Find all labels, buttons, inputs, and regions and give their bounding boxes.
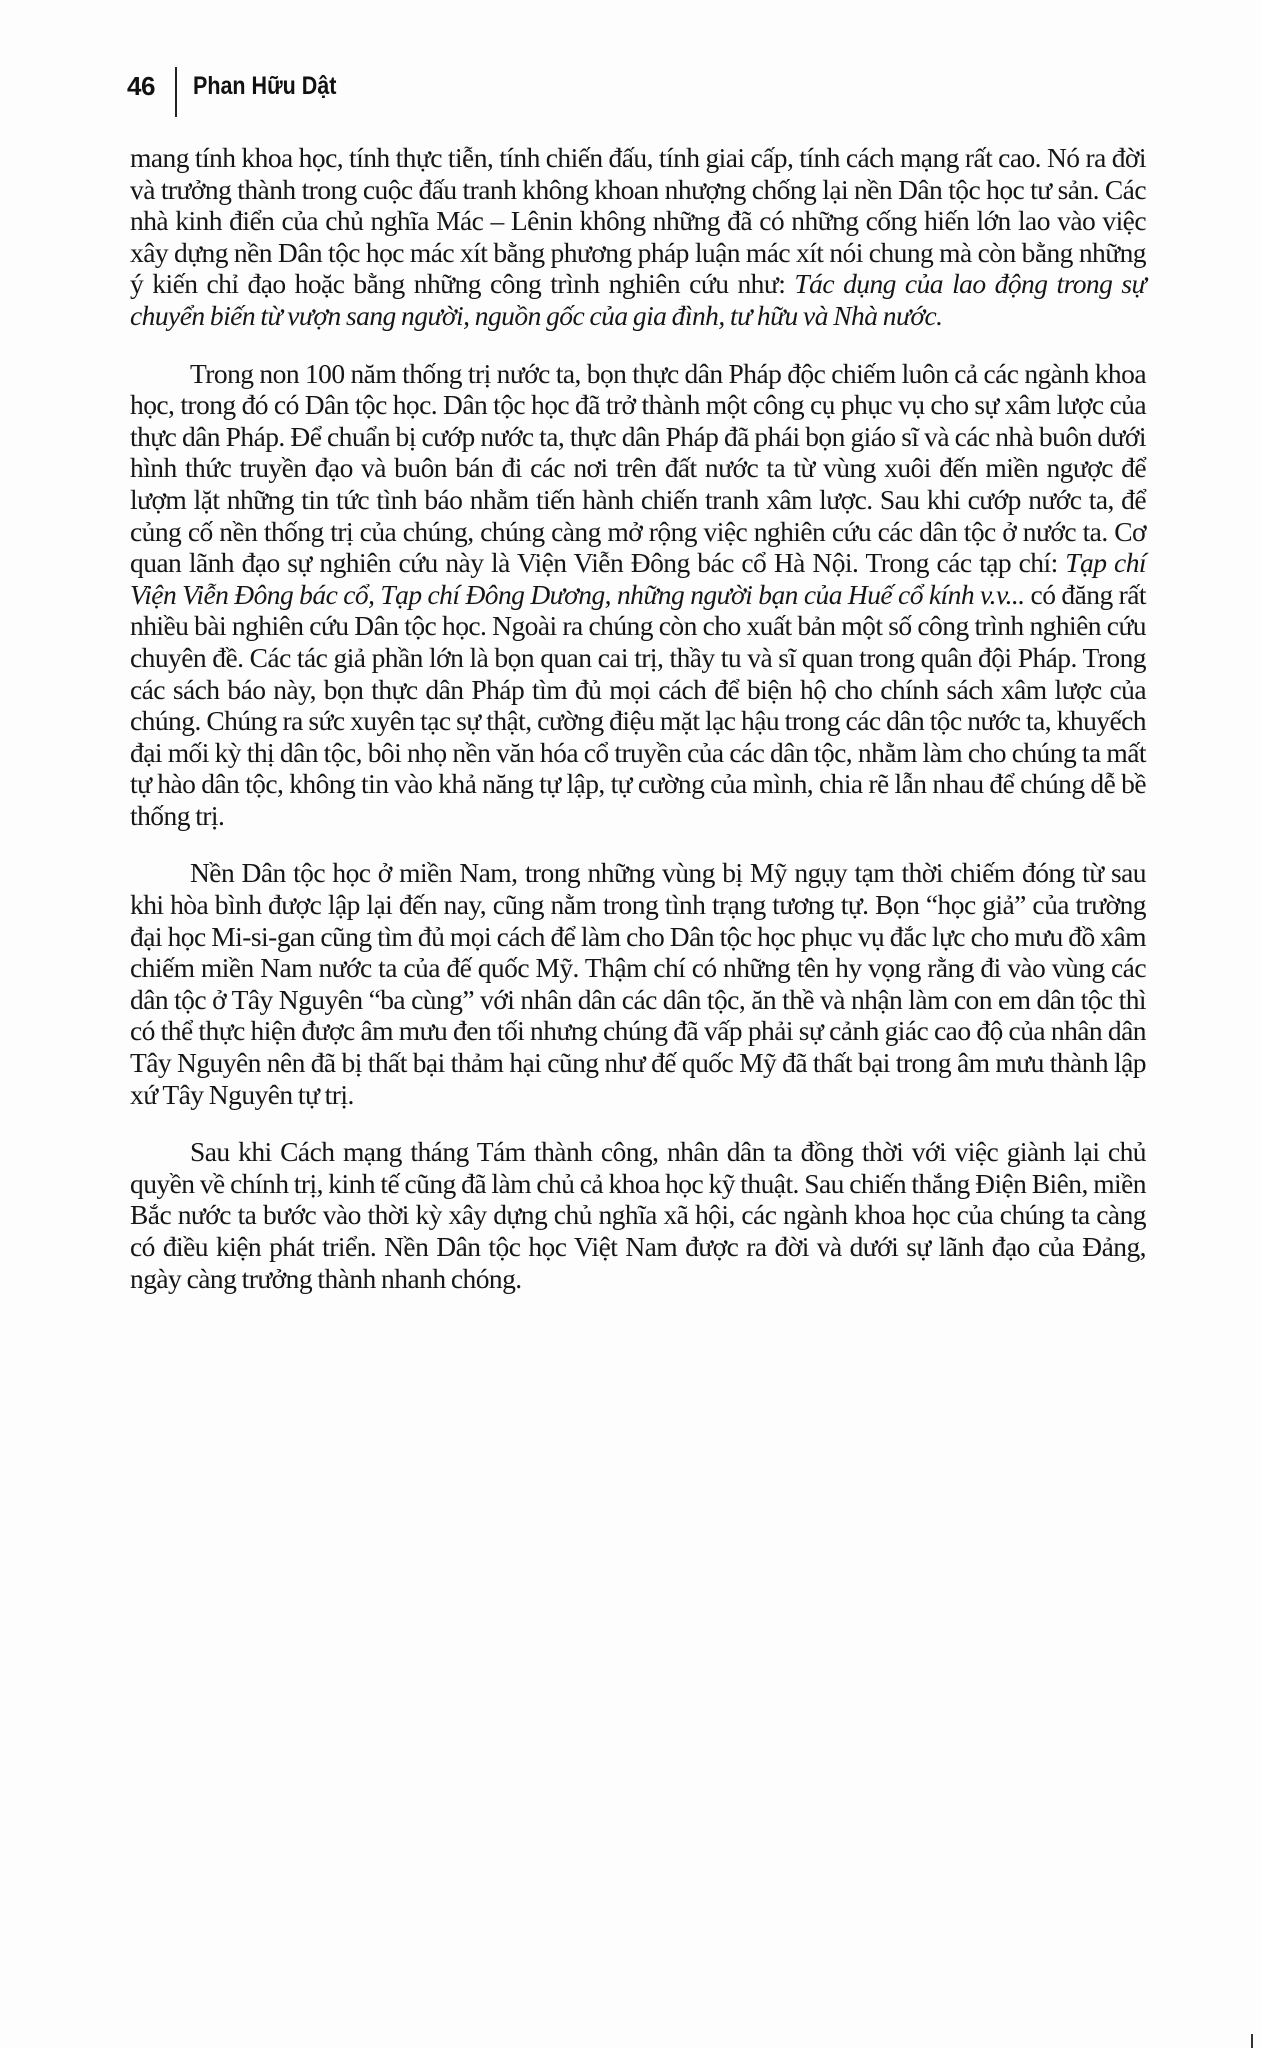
paragraph [130, 358, 1146, 832]
text-segment: Nền Dân tộc học ở miền Nam, trong những vùng bị Mỹ ngụy tạm thời chiếm đóng từ sau khi hòa bình được lập lại đến nay, cũng nằm trong tình trạng tương tự. Bọn “học giả” của trường đại học Mi-si-gan cũng tìm đủ mọi cách để làm cho Dân tộc học phục vụ đắc lực cho mưu đồ xâm chiếm miền Nam nước ta của đế quốc Mỹ. Thậm chí có những tên hy vọng rằng đi vào vùng các dân tộc ở Tây Nguyên “ba cùng” với nhân dân các dân tộc, ăn thề và nhận làm con em dân tộc thì có thể thực hiện được âm mưu đen tối nhưng chúng đã vấp phải sự cảnh giác cao độ của nhân dân Tây Nguyên nên đã bị thất bại thảm hại cũng như đế quốc Mỹ đã thất bại trong âm mưu thành lập xứ Tây Nguyên tự trị. [130, 857, 1146, 1110]
text-segment: Sau khi Cách mạng tháng Tám thành công, nhân dân ta đồng thời với việc giành lại chủ quyền về chính trị, kinh tế cũng đã làm chủ cả khoa học kỹ thuật. Sau chiến thắng Điện Biên, miền Bắc nước ta bước vào thời kỳ xây dựng chủ nghĩa xã hội, các ngành khoa học của chúng ta càng có điều kiện phát triển. Nền Dân tộc học Việt Nam được ra đời và dưới sự lãnh đạo của Đảng, ngày càng trưởng thành nhanh chóng. [130, 1136, 1146, 1294]
italic-journal-titles: Tạp chí Viện Viễn Đông bác cổ, Tạp chí Đông Dương, những người bạn của Huế cổ kính v.v... [130, 547, 1146, 610]
italic-book-titles: Tác dụng của lao động trong sự chuyển biến từ vượn sang người, nguồn gốc của gia đình, tư hữu và Nhà nước. [130, 268, 1146, 331]
text-segment: có đăng rất nhiều bài nghiên cứu Dân tộc học. Ngoài ra chúng còn cho xuất bản một số công trình nghiên cứu chuyên đề. Các tác giả phần lớn là bọn quan cai trị, thầy tu và sĩ quan trong quân đội Pháp. Trong các sách báo này, bọn thực dân Pháp tìm đủ mọi cách để biện hộ cho chính sách xâm lược của chúng. Chúng ra sức xuyên tạc sự thật, cường điệu mặt lạc hậu trong các dân tộc nước ta, khuyếch đại mối kỳ thị dân tộc, bôi nhọ nền văn hóa cổ truyền của các dân tộc, nhằm làm cho chúng ta mất tự hào dân tộc, không tin vào khả năng tự lập, tự cường của mình, chia rẽ lẫn nhau để chúng dễ bề thống trị. [130, 578, 1146, 831]
body-text [130, 142, 1146, 1294]
scan-edge-mark [1251, 2034, 1253, 2048]
paragraph [130, 857, 1146, 1110]
text-segment: Trong non 100 năm thống trị nước ta, bọn thực dân Pháp độc chiếm luôn cả các ngành khoa học, trong đó có Dân tộc học. Dân tộc học đã trở thành một công cụ phục vụ cho sự xâm lược của thực dân Pháp. Để chuẩn bị cướp nước ta, thực dân Pháp đã phái bọn giáo sĩ và các nhà buôn dưới hình thức truyền đạo và buôn bán đi các nơi trên đất nước ta từ vùng xuôi đến miền ngược để lượm lặt những tin tức tình báo nhằm tiến hành chiến tranh xâm lược. Sau khi cướp nước ta, để củng cố nền thống trị của chúng, chúng càng mở rộng việc nghiên cứu các dân tộc ở nước ta. Cơ quan lãnh đạo sự nghiên cứu này là Viện Viễn Đông bác cổ Hà Nội. Trong các tạp chí: [130, 357, 1146, 579]
page-number: 46 [127, 70, 155, 101]
paragraph [130, 1136, 1146, 1294]
header-divider [175, 67, 177, 117]
paragraph [130, 142, 1146, 332]
running-header [127, 62, 360, 110]
text-segment: mang tính khoa học, tính thực tiễn, tính chiến đấu, tính giai cấp, tính cách mạng rất cao. Nó ra đời và trưởng thành trong cuộc đấu tranh không khoan nhượng chống lại nền Dân tộc học tư sản. Các nhà kinh điển của chủ nghĩa Mác – Lênin không những đã có những cống hiến lớn lao vào việc xây dựng nền Dân tộc học mác xít bằng phương pháp luận mác xít nói chung mà còn bằng những ý kiến chỉ đạo hoặc bằng những công trình nghiên cứu như: [130, 142, 1146, 300]
author-name: Phan Hữu Dật [192, 71, 337, 100]
